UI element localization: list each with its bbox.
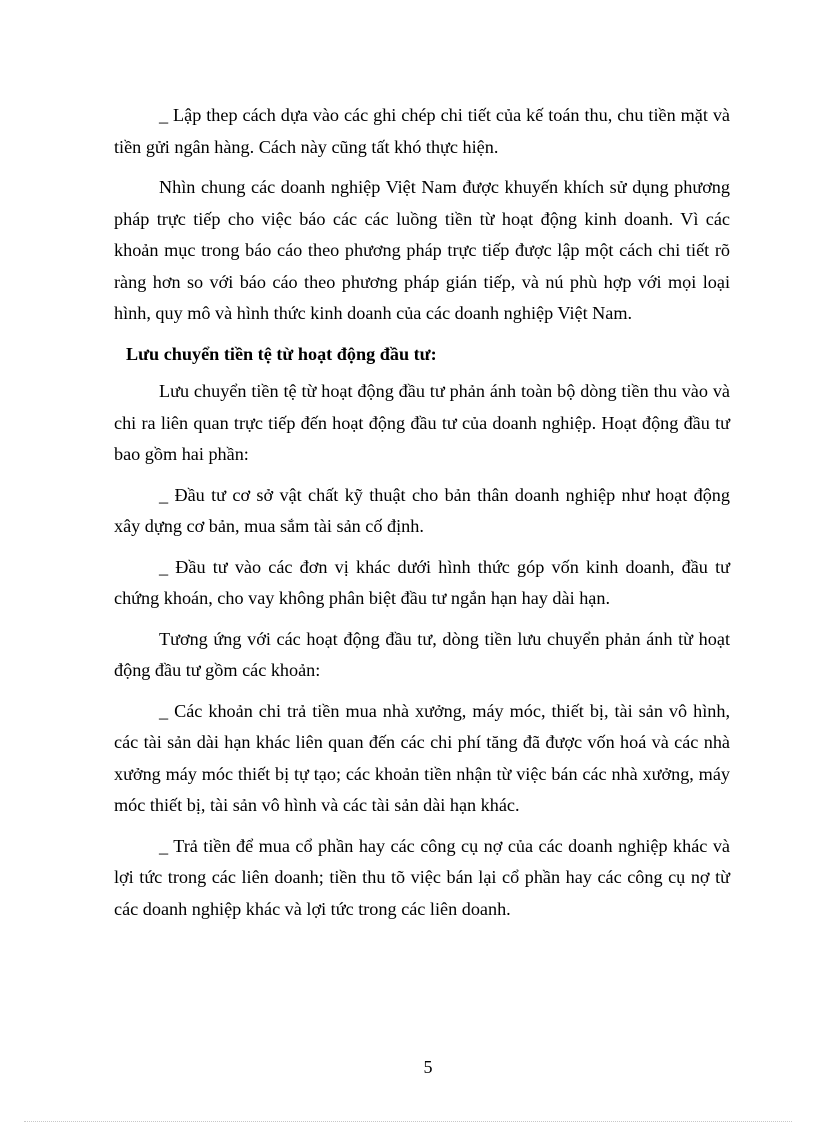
paragraph-fixed-asset-payments: _ Các khoản chi trả tiền mua nhà xưởng, máy móc, thiết bị, tài sản vô hình, các tài sản dài hạn khác liên quan đến các chi phí tăng đã được vốn hoá và các nhà xưởng máy móc thiết bị tự tạo; các khoản tiền nhận từ việc bán các nhà xưởng, máy móc thiết bị, tài sản vô hình và các tài sản dài hạn khác. xyxy=(114,700,730,815)
paragraph-investing-definition: Lưu chuyển tiền tệ từ hoạt động đầu tư phản ánh toàn bộ dòng tiền thu vào và chi ra liên quan trực tiếp đến hoạt động đầu tư của doanh nghiệp. Hoạt động đầu tư bao gồm hai phần: xyxy=(114,381,730,464)
paragraph-investing-internal: _ Đầu tư cơ sở vật chất kỹ thuật cho bản thân doanh nghiệp như hoạt động xây dựng cơ bản, mua sắm tài sản cố định. xyxy=(114,484,730,536)
paragraph-investing-external: _ Đầu tư vào các đơn vị khác dưới hình thức góp vốn kinh doanh, đầu tư chứng khoán, cho vay không phân biệt đầu tư ngắn hạn hay dài hạn. xyxy=(114,556,730,608)
paragraph-equity-debt-investments: _ Trả tiền để mua cổ phần hay các công cụ nợ của các doanh nghiệp khác và lợi tức trong các liên doanh; tiền thu tõ việc bán lại cổ phần hay các công cụ nợ từ các doanh nghiệp khác và lợi tức trong các liên doanh. xyxy=(114,835,730,919)
paragraph-investing-cash-flows: Tương ứng với các hoạt động đầu tư, dòng tiền lưu chuyển phản ánh từ hoạt động đầu tư gồm các khoản: xyxy=(114,628,730,680)
page-number: 5 xyxy=(423,1057,433,1077)
paragraph-direct-method-records: _ Lập thep cách dựa vào các ghi chép chi tiết của kế toán thu, chu tiền mặt và tiền gửi ngân hàng. Cách này cũng tất khó thực hiện. xyxy=(114,105,730,157)
section-heading-investing-activities: Lưu chuyển tiền tệ từ hoạt động đầu tư: xyxy=(126,343,437,364)
paragraph-direct-method-recommendation: Nhìn chung các doanh nghiệp Việt Nam được khuyến khích sử dụng phương pháp trực tiếp cho việc báo các các luồng tiền từ hoạt động kinh doanh. Vì các khoản mục trong báo cáo theo phương pháp trực tiếp được lập một cách chi tiết rõ ràng hơn so với báo cáo theo phương pháp gián tiếp, và nú phù hợp với mọi loại hình, quy mô và hình thức kinh doanh của các doanh nghiệp Việt Nam. xyxy=(114,177,730,323)
document-body xyxy=(114,100,730,934)
page-bottom-divider xyxy=(24,1121,792,1122)
